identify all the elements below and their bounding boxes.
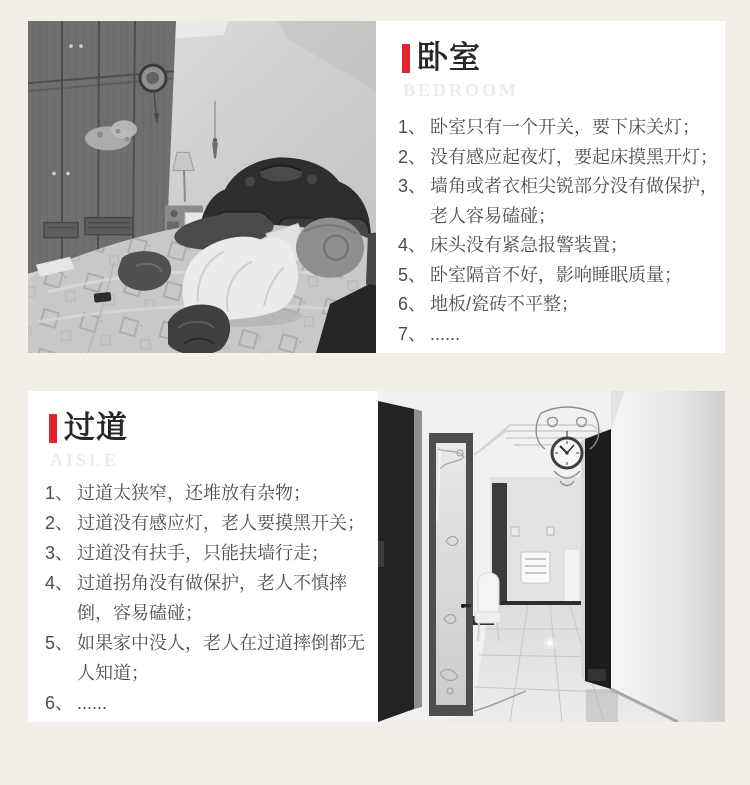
item-number: 6、 [45,693,74,713]
item-text: ...... [430,323,461,344]
doorway-reflection [586,689,618,722]
item-text: 卧室只有一个开关，要下床关灯； [430,117,700,137]
item-text: 如果家中没人，老人在过道摔倒都无人知道； [77,633,365,683]
bedroom-title: 卧室 [417,40,481,75]
item-number: 2、 [45,513,74,533]
right-doorway [581,429,611,689]
bedroom-heading [402,40,725,75]
item-number: 3、 [45,543,74,563]
item-text: ...... [77,693,108,713]
list-item [398,261,725,291]
item-text: 过道太狭窄，还堆放有杂物； [77,483,311,503]
list-item [45,628,378,688]
list-item [398,231,725,261]
item-text: 过道没有感应灯，老人要摸黑开关； [77,513,365,533]
item-text: 没有感应起夜灯，要起床摸黑开灯； [430,146,718,167]
bedroom-section-card [28,21,725,353]
list-item [398,143,725,173]
aisle-title: 过道 [64,410,128,445]
item-text: 墙角或者衣柜尖锐部分没有做保护，老人容易磕碰； [430,176,718,226]
item-text: 过道拐角没有做保护，老人不慎摔倒，容易磕碰； [77,573,347,623]
left-dark-door [378,401,422,722]
phone [94,292,112,303]
aisle-content [28,391,378,722]
wall-vent [521,552,550,583]
item-number: 7、 [398,323,427,344]
item-text: 床头没有紧急报警装置； [430,235,628,255]
round-bolster [296,218,364,278]
clothes-bed-foot [168,304,230,353]
light-switch [547,527,554,535]
door-handle [461,604,471,608]
item-number: 5、 [45,633,74,653]
aisle-heading [49,410,378,445]
right-wall [611,391,725,722]
aisle-section-card [28,391,725,722]
frosted-glass-door [429,433,473,716]
hallway-photo [378,391,725,722]
aisle-watermark: AISLE [50,450,120,470]
item-number: 1、 [398,117,427,137]
list-item [45,538,378,568]
list-item [45,568,378,628]
item-number: 4、 [45,573,74,593]
item-number: 1、 [45,483,74,503]
item-number: 5、 [398,264,427,285]
list-item [398,113,725,143]
list-item [398,290,725,320]
bedroom-photo [28,21,376,353]
item-number: 4、 [398,235,427,255]
bedroom-content [376,21,725,353]
bedroom-watermark: BEDROOM [403,80,520,100]
light-switch [511,527,519,536]
item-number: 3、 [398,176,427,196]
item-number: 2、 [398,146,427,167]
item-text: 地板/瓷砖不平整； [430,294,580,314]
list-item [45,508,378,538]
item-number: 6、 [398,294,427,314]
bedroom-issue-list [398,113,725,349]
list-item [398,320,725,350]
hallway-photo-illustration [378,391,725,722]
item-text: 过道没有扶手，只能扶墙行走； [77,543,329,563]
item-text: 卧室隔音不好，影响睡眠质量； [430,264,682,285]
red-accent-bar [402,44,410,73]
red-accent-bar [49,414,57,443]
aisle-issue-list [45,478,378,718]
list-item [45,478,378,508]
list-item [398,172,725,231]
bedroom-photo-illustration [28,21,376,353]
list-item [45,688,378,718]
